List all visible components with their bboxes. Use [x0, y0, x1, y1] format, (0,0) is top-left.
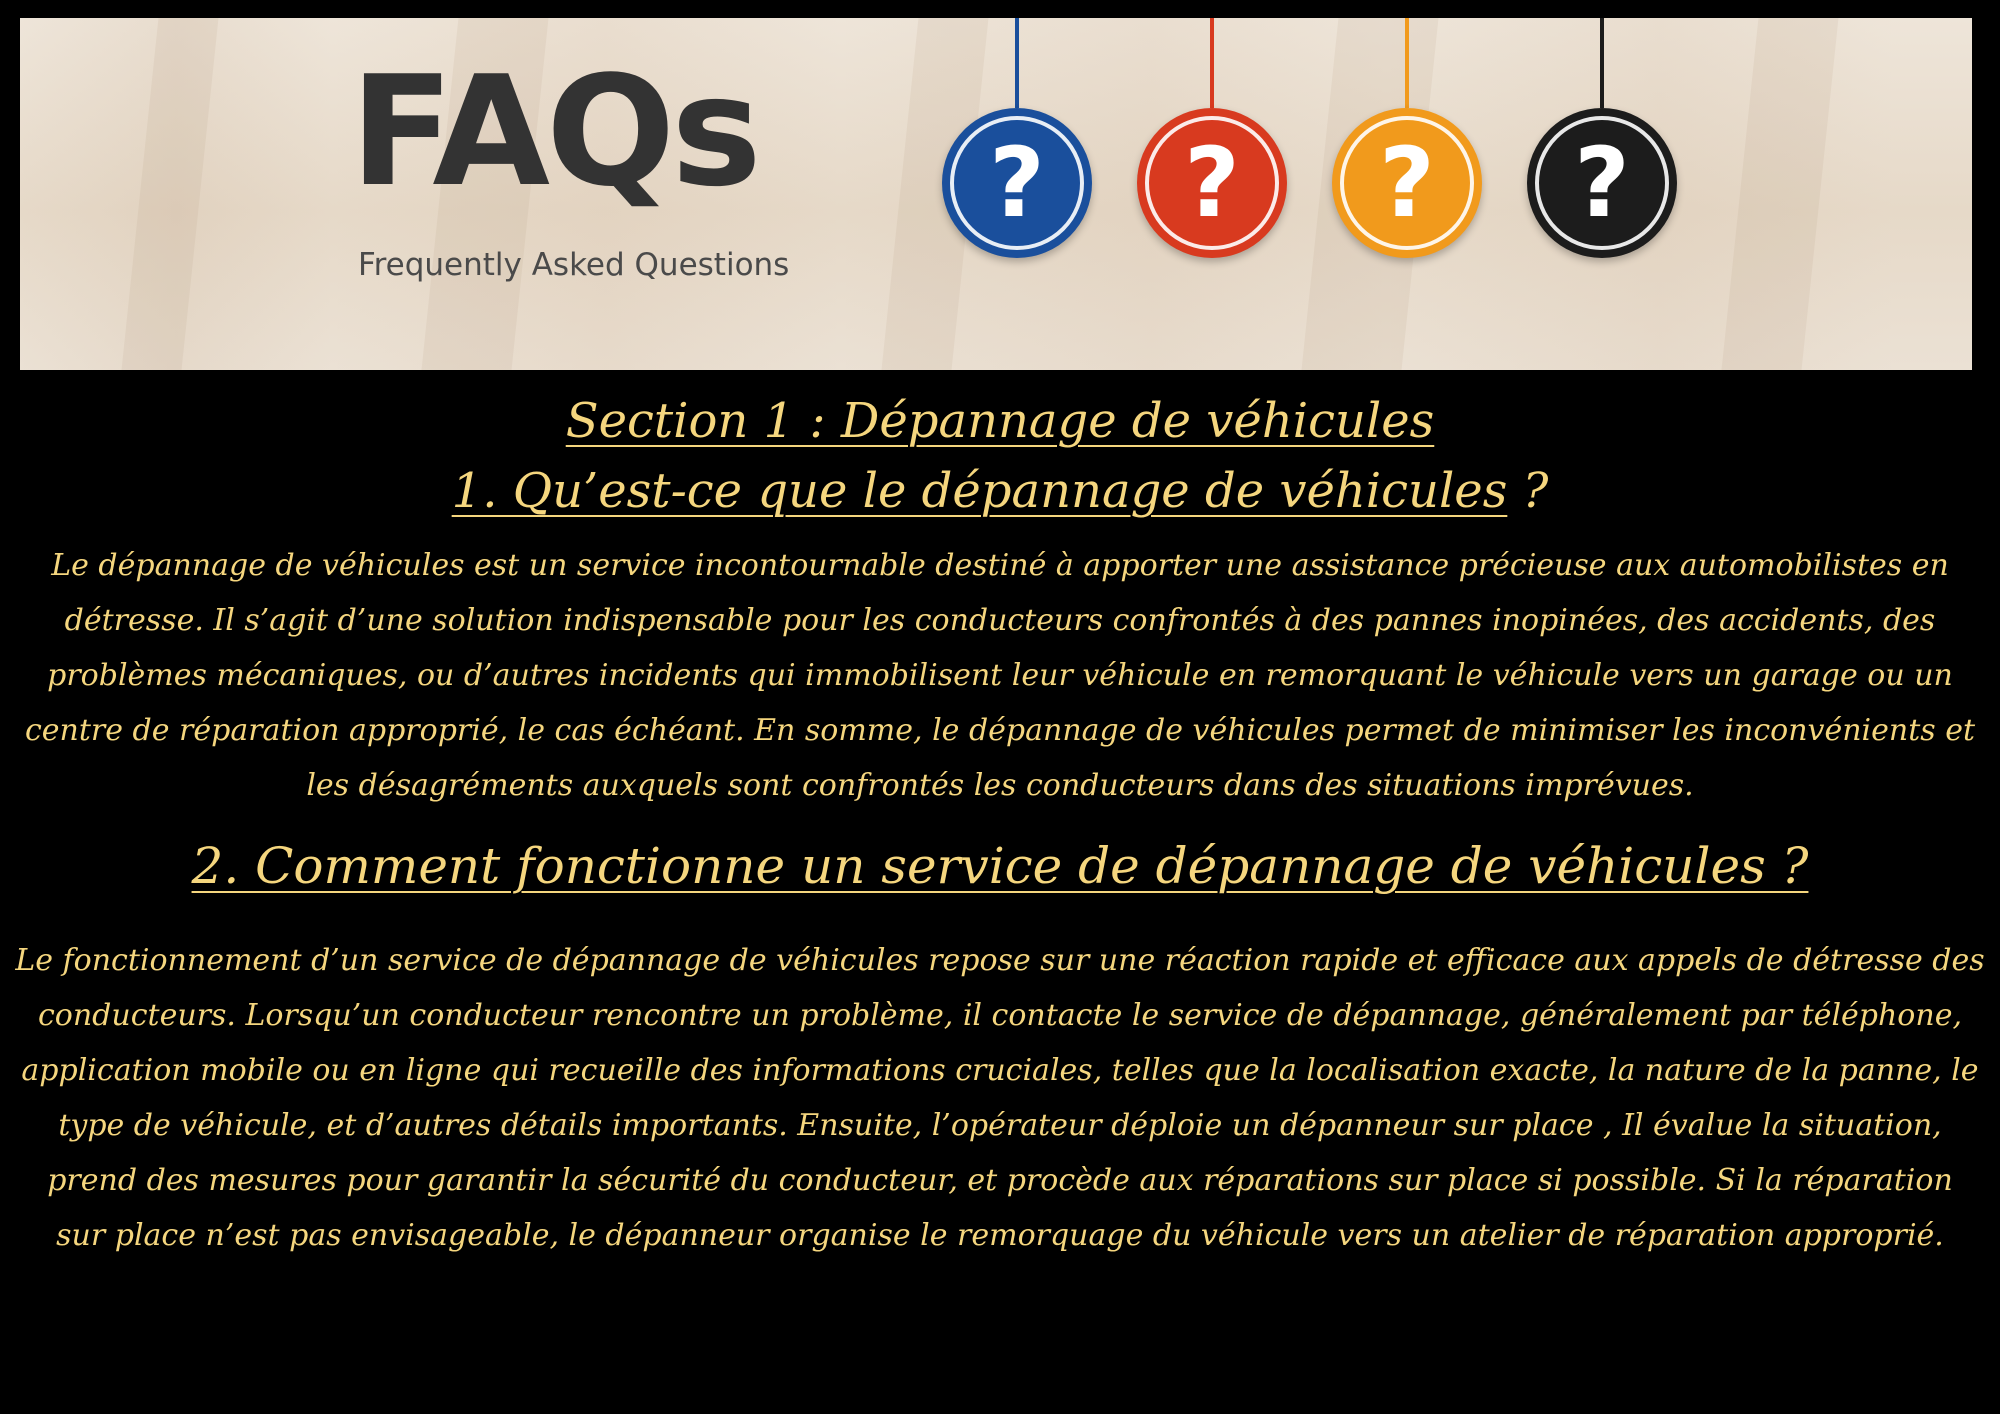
- answer-line: type de véhicule, et d’autres détails importants. Ensuite, l’opérateur déploie un dépanneur sur place , Il évalue la situation,: [58, 1108, 1942, 1143]
- answer-line: application mobile ou en ligne qui recueille des informations cruciales, telles que la localisation exacte, la nature de la panne, le: [21, 1053, 1979, 1088]
- answer-line: détresse. Il s’agit d’une solution indispensable pour les conducteurs confrontés à des pannes inopinées, des accidents, des: [64, 603, 1936, 638]
- banner-subtitle: Frequently Asked Questions: [358, 247, 790, 283]
- banner-title: FAQs: [350, 43, 758, 220]
- answer-line: Le dépannage de véhicules est un service incontournable destiné à apporter une assistance précieuse aux automobilistes en: [51, 548, 1949, 583]
- question-mark-icon: ?: [1332, 108, 1482, 258]
- question-bubble-black: [1527, 18, 1677, 278]
- answer-line: Le fonctionnement d’un service de dépannage de véhicules repose sur une réaction rapide et efficace aux appels de détresse des: [15, 943, 1985, 978]
- answer-line: les désagréments auxquels sont confrontés les conducteurs dans des situations imprévues.: [306, 768, 1694, 803]
- question-mark-icon: ?: [942, 108, 1092, 258]
- faq-banner: [20, 18, 1972, 370]
- question-heading-2: 2. Comment fonctionne un service de dépannage de véhicules ?: [191, 837, 1809, 895]
- answer-paragraph-2: [2, 933, 1998, 1263]
- question-bubble-orange: [1332, 18, 1482, 278]
- question-bubble-red: [1137, 18, 1287, 278]
- question-mark-icon: ?: [1137, 108, 1287, 258]
- answer-line: problèmes mécaniques, ou d’autres incidents qui immobilisent leur véhicule en remorquant le véhicule vers un garage ou un: [47, 658, 1953, 693]
- answer-line: centre de réparation approprié, le cas échéant. En somme, le dépannage de véhicules permet de minimiser les inconvénients et: [24, 713, 1976, 748]
- question-mark-icon: ?: [1527, 108, 1677, 258]
- answer-line: prend des mesures pour garantir la sécurité du conducteur, et procède aux réparations sur place si possible. Si la réparation: [47, 1163, 1953, 1198]
- faq-content: [0, 378, 2000, 1263]
- section-title: Section 1 : Dépannage de véhicules: [565, 393, 1435, 449]
- answer-line: sur place n’est pas envisageable, le dépanneur organise le remorquage du véhicule vers un atelier de réparation approprié.: [56, 1218, 1944, 1253]
- question-bubble-blue: [942, 18, 1092, 278]
- answer-paragraph-1: [2, 538, 1998, 813]
- answer-line: conducteurs. Lorsqu’un conducteur rencontre un problème, il contacte le service de dépannage, généralement par téléphone,: [38, 998, 1962, 1033]
- question-heading-1: 1. Qu’est-ce que le dépannage de véhicules ?: [451, 463, 1549, 519]
